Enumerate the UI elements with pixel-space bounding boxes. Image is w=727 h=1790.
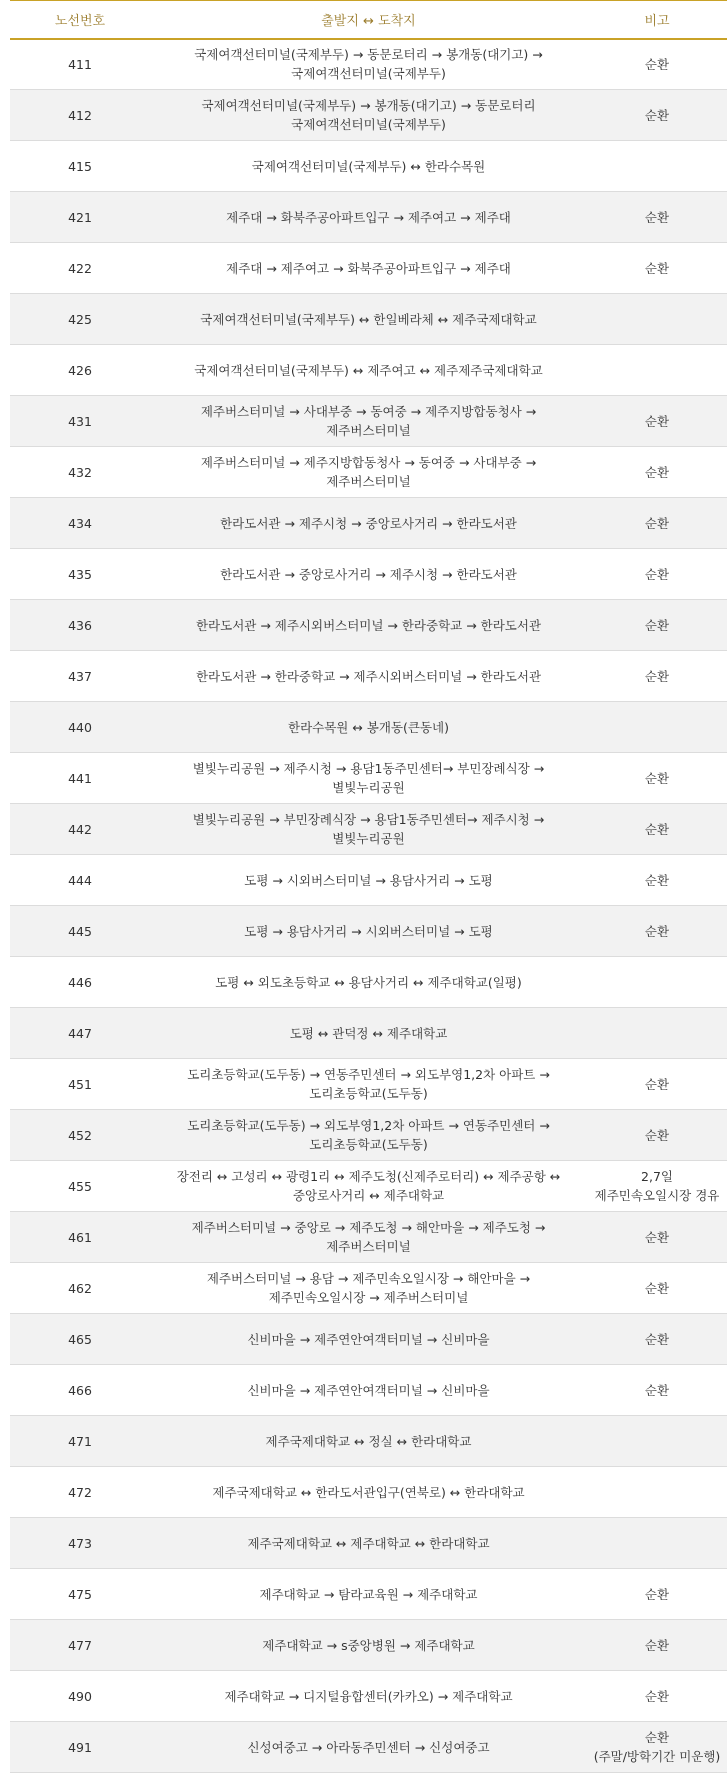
table-row	[10, 1569, 727, 1620]
route-note-cell: 순환	[644, 668, 670, 684]
table-row	[10, 243, 727, 294]
route-note-cell	[587, 1467, 727, 1518]
route-path-cell: 제주버스터미널 → 용담 → 제주민속오일시장 → 해안마을 → 제주민속오일시장 → 제주버스터미널	[206, 1271, 531, 1305]
table-row	[10, 1008, 727, 1059]
route-path-cell: 제주대 → 화북주공아파트입구 → 제주여고 → 제주대	[226, 209, 511, 225]
table-row	[10, 1722, 727, 1773]
table-row	[10, 1620, 727, 1671]
route-path-cell: 제주국제대학교 ↔ 한라도서관입구(연북로) ↔ 한라대학교	[212, 1484, 525, 1500]
route-number-cell: 411	[68, 56, 92, 72]
route-number-cell: 437	[68, 668, 92, 684]
table-row	[10, 804, 727, 855]
route-number-cell: 431	[68, 413, 92, 429]
route-note-cell: 순환	[644, 1127, 670, 1143]
route-number-cell: 490	[68, 1688, 92, 1704]
route-number-cell: 432	[68, 464, 92, 480]
table-row	[10, 345, 727, 396]
bus-route-table	[10, 0, 727, 1773]
table-row	[10, 294, 727, 345]
table-row	[10, 549, 727, 600]
table-row	[10, 447, 727, 498]
route-number-cell: 415	[68, 158, 92, 174]
table-row	[10, 1110, 727, 1161]
route-note-cell	[587, 294, 727, 345]
route-number-cell: 473	[68, 1535, 92, 1551]
route-path-cell: 도평 ↔ 외도초등학교 ↔ 용담사거리 ↔ 제주대학교(일평)	[215, 974, 522, 990]
table-row	[10, 1161, 727, 1212]
table-row	[10, 1314, 727, 1365]
route-path-cell: 제주대학교 → s중앙병원 → 제주대학교	[262, 1637, 475, 1653]
route-note-cell: 순환	[644, 923, 670, 939]
table-row	[10, 39, 727, 90]
route-note-cell: 순환 (주말/방학기간 미운행)	[593, 1730, 721, 1764]
route-path-cell: 국제여객선터미널(국제부두) → 동문로터리 → 봉개동(대기고) → 국제여객선터미널(국제부두)	[194, 47, 543, 82]
route-path-cell: 제주대학교 → 탐라교육원 → 제주대학교	[259, 1586, 478, 1602]
table-row	[10, 1467, 727, 1518]
header-route-no: 노선번호	[54, 13, 106, 29]
route-path-cell: 도평 → 시외버스터미널 → 용담사거리 → 도평	[244, 872, 493, 888]
route-path-cell: 국제여객선터미널(국제부두) ↔ 제주여고 ↔ 제주제주국제대학교	[194, 362, 543, 378]
route-note-cell: 순환	[644, 1688, 670, 1704]
route-number-cell: 445	[68, 923, 92, 939]
route-path-cell: 도리초등학교(도두동) → 연동주민센터 → 외도부영1,2차 아파트 → 도리초등학교(도두동)	[187, 1067, 550, 1101]
route-note-cell: 순환	[644, 566, 670, 582]
route-note-cell: 순환	[644, 872, 670, 888]
route-note-cell	[587, 702, 727, 753]
route-note-cell: 2,7일 제주민속오일시장 경유	[594, 1169, 720, 1203]
route-number-cell: 477	[68, 1637, 92, 1653]
table-row	[10, 957, 727, 1008]
route-number-cell: 472	[68, 1484, 92, 1500]
route-note-cell	[587, 1008, 727, 1059]
route-note-cell: 순환	[644, 413, 670, 429]
table-row	[10, 396, 727, 447]
route-note-cell: 순환	[644, 1586, 670, 1602]
route-note-cell: 순환	[644, 1229, 670, 1245]
route-path-cell: 한라도서관 → 중앙로사거리 → 제주시청 → 한라도서관	[220, 566, 517, 582]
table-row	[10, 1365, 727, 1416]
route-number-cell: 444	[68, 872, 92, 888]
route-number-cell: 461	[68, 1229, 92, 1245]
route-note-cell	[587, 141, 727, 192]
route-note-cell	[587, 345, 727, 396]
route-number-cell: 475	[68, 1586, 92, 1602]
table-row	[10, 1212, 727, 1263]
route-note-cell	[587, 957, 727, 1008]
route-number-cell: 412	[68, 107, 92, 123]
route-path-cell: 제주버스터미널 → 제주지방합동청사 → 동여중 → 사대부중 → 제주버스터미널	[200, 455, 537, 489]
route-note-cell: 순환	[644, 821, 670, 837]
route-number-cell: 440	[68, 719, 92, 735]
route-note-cell: 순환	[644, 1280, 670, 1296]
route-path-cell: 신비마을 → 제주연안여객터미널 → 신비마을	[247, 1382, 490, 1398]
table-body	[10, 39, 727, 1773]
table-row	[10, 702, 727, 753]
route-path-cell: 도평 ↔ 관덕정 ↔ 제주대학교	[289, 1025, 448, 1041]
table-row	[10, 651, 727, 702]
table-row	[10, 753, 727, 804]
route-note-cell: 순환	[644, 209, 670, 225]
route-number-cell: 471	[68, 1433, 92, 1449]
route-note-cell: 순환	[644, 464, 670, 480]
header-note: 비고	[644, 13, 670, 29]
route-number-cell: 421	[68, 209, 92, 225]
route-path-cell: 장전리 ↔ 고성리 ↔ 광령1리 ↔ 제주도청(신제주로터리) ↔ 제주공항 ↔ 중앙로사거리 ↔ 제주대학교	[176, 1169, 561, 1203]
table-row	[10, 906, 727, 957]
route-path-cell: 신성여중고 → 아라동주민센터 → 신성여중고	[247, 1739, 490, 1755]
route-path-cell: 한라도서관 → 한라중학교 → 제주시외버스터미널 → 한라도서관	[195, 668, 542, 684]
table-row	[10, 855, 727, 906]
header-route: 출발지 ↔ 도착지	[321, 13, 416, 29]
route-path-cell: 신비마을 → 제주연안여객터미널 → 신비마을	[247, 1331, 490, 1347]
route-note-cell: 순환	[644, 617, 670, 633]
route-number-cell: 447	[68, 1025, 92, 1041]
route-number-cell: 451	[68, 1076, 92, 1092]
route-path-cell: 국제여객선터미널(국제부두) ↔ 한일베라체 ↔ 제주국제대학교	[200, 311, 537, 327]
route-number-cell: 426	[68, 362, 92, 378]
route-number-cell: 434	[68, 515, 92, 531]
route-number-cell: 455	[68, 1178, 92, 1194]
route-number-cell: 466	[68, 1382, 92, 1398]
route-path-cell: 제주국제대학교 ↔ 정실 ↔ 한라대학교	[265, 1433, 472, 1449]
route-number-cell: 425	[68, 311, 92, 327]
table-row	[10, 1671, 727, 1722]
route-path-cell: 별빛누리공원 → 제주시청 → 용담1동주민센터→ 부민장례식장 → 별빛누리공원	[192, 761, 545, 795]
table-row	[10, 1263, 727, 1314]
route-path-cell: 한라도서관 → 제주시청 → 중앙로사거리 → 한라도서관	[220, 515, 517, 531]
route-note-cell: 순환	[644, 515, 670, 531]
table-row	[10, 498, 727, 549]
route-table-container	[10, 0, 727, 1773]
route-number-cell: 446	[68, 974, 92, 990]
route-path-cell: 국제여객선터미널(국제부두) → 봉개동(대기고) → 동문로터리 국제여객선터미널(국제부두)	[201, 98, 536, 132]
route-number-cell: 442	[68, 821, 92, 837]
route-path-cell: 제주대학교 → 디지털융합센터(카카오) → 제주대학교	[224, 1688, 513, 1704]
route-note-cell: 순환	[644, 770, 670, 786]
route-number-cell: 452	[68, 1127, 92, 1143]
route-number-cell: 435	[68, 566, 92, 582]
route-path-cell: 도평 → 용담사거리 → 시외버스터미널 → 도평	[244, 923, 493, 939]
table-row	[10, 1416, 727, 1467]
route-number-cell: 465	[68, 1331, 92, 1347]
header-row	[10, 1, 727, 39]
table-row	[10, 192, 727, 243]
table-header	[10, 1, 727, 39]
route-note-cell: 순환	[644, 1076, 670, 1092]
route-note-cell: 순환	[644, 56, 670, 72]
table-row	[10, 90, 727, 141]
route-number-cell: 491	[68, 1739, 92, 1755]
route-number-cell: 462	[68, 1280, 92, 1296]
route-path-cell: 한라수목원 ↔ 봉개동(큰동네)	[288, 719, 449, 735]
table-row	[10, 1518, 727, 1569]
route-path-cell: 제주국제대학교 ↔ 제주대학교 ↔ 한라대학교	[247, 1535, 490, 1551]
route-number-cell: 422	[68, 260, 92, 276]
route-path-cell: 별빛누리공원 → 부민장례식장 → 용담1동주민센터→ 제주시청 → 별빛누리공원	[192, 812, 545, 846]
route-note-cell: 순환	[644, 107, 670, 123]
route-path-cell: 국제여객선터미널(국제부두) ↔ 한라수목원	[251, 158, 486, 174]
route-path-cell: 제주버스터미널 → 중앙로 → 제주도청 → 해안마을 → 제주도청 → 제주버스터미널	[191, 1220, 546, 1254]
route-number-cell: 441	[68, 770, 92, 786]
route-path-cell: 제주버스터미널 → 사대부중 → 동여중 → 제주지방합동청사 → 제주버스터미널	[200, 404, 537, 438]
route-note-cell	[587, 1518, 727, 1569]
table-row	[10, 1059, 727, 1110]
route-path-cell: 제주대 → 제주여고 → 화북주공아파트입구 → 제주대	[226, 260, 511, 276]
table-row	[10, 600, 727, 651]
route-note-cell: 순환	[644, 1331, 670, 1347]
route-note-cell: 순환	[644, 1637, 670, 1653]
route-path-cell: 도리초등학교(도두동) → 외도부영1,2차 아파트 → 연동주민센터 → 도리초등학교(도두동)	[187, 1118, 550, 1152]
route-note-cell: 순환	[644, 260, 670, 276]
route-note-cell	[587, 1416, 727, 1467]
route-path-cell: 한라도서관 → 제주시외버스터미널 → 한라중학교 → 한라도서관	[195, 617, 542, 633]
route-note-cell: 순환	[644, 1382, 670, 1398]
table-row	[10, 141, 727, 192]
route-number-cell: 436	[68, 617, 92, 633]
